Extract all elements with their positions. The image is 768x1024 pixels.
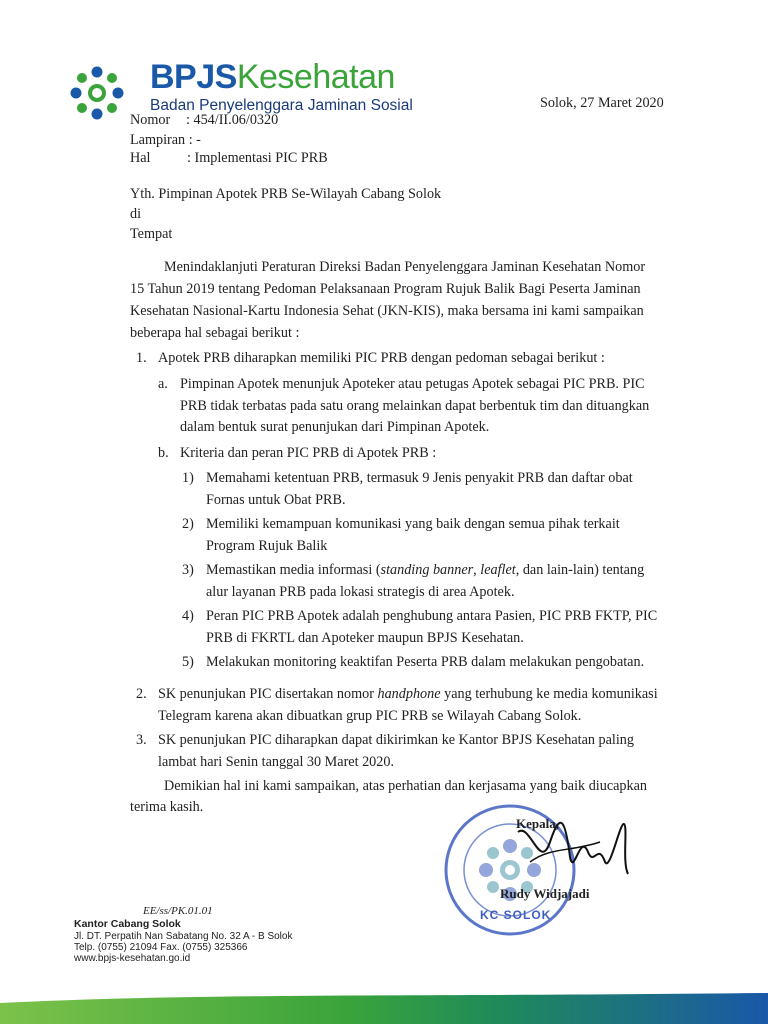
hal-label: Hal — [130, 150, 151, 166]
b-label: b. — [158, 445, 169, 461]
criteria-line: Peran PIC PRB Apotek adalah penghubung antara Pasien, PIC PRB FKTP, PIC — [206, 608, 658, 624]
criteria-list — [182, 467, 668, 673]
brand-kesehatan: Kesehatan — [236, 58, 395, 96]
brand-name — [150, 58, 395, 97]
recipient-line3: Tempat — [130, 226, 173, 242]
criteria-line: Program Rujuk Balik — [206, 538, 328, 554]
footer-band-graphic — [0, 993, 768, 1024]
date-place: Solok, 27 Maret 2020 — [540, 95, 664, 111]
c3-italic2: leaflet — [480, 562, 516, 578]
a-line1: Pimpinan Apotek menunjuk Apoteker atau petugas Apotek sebagai PIC PRB. PIC — [180, 376, 645, 392]
list-item-3 — [136, 729, 668, 773]
footer-phone: Telp. (0755) 21094 Fax. (0755) 325366 — [74, 942, 248, 953]
intro-line3: Kesehatan Nasional-Kartu Indonesia Sehat (JKN-KIS), maka bersama ini kami sampaikan — [130, 303, 644, 319]
item3-line1: SK penunjukan PIC diharapkan dapat dikirimkan ke Kantor BPJS Kesehatan paling — [158, 732, 634, 748]
list-item-2 — [136, 683, 668, 727]
item3-line2: lambat hari Senin tanggal 30 Maret 2020. — [158, 754, 395, 770]
criteria-item — [182, 559, 668, 603]
c3-pre: Memastikan media informasi ( — [206, 562, 381, 578]
footer-band — [0, 993, 768, 1024]
hal-value: : Implementasi PIC PRB — [187, 150, 328, 166]
criteria-line: PRB di FKRTL dan Apoteker maupun BPJS Kesehatan. — [206, 630, 524, 646]
item2-line1 — [158, 683, 668, 705]
intro-line2: 15 Tahun 2019 tentang Pedoman Pelaksanaan Program Rujuk Balik Bagi Peserta Jaminan — [130, 281, 641, 297]
a-line2: PRB tidak terbatas pada satu orang melainkan dapat berbentuk tim dan dituangkan — [180, 397, 650, 414]
item1-number: 1. — [136, 350, 147, 366]
item2-pre: SK penunjukan PIC disertakan nomor — [158, 686, 378, 702]
criteria-number: 2) — [182, 516, 194, 532]
footer-ref: EE/ss/PK.01.01 — [143, 905, 213, 917]
footer-address: Jl. DT. Perpatih Nan Sabatang No. 32 A - B Solok — [74, 931, 293, 942]
criteria-line: alur layanan PRB pada lokasi strategis di area Apotek. — [206, 584, 515, 600]
criteria-item — [182, 651, 668, 673]
footer-web: www.bpjs-kesehatan.go.id — [74, 953, 191, 964]
criteria-item — [182, 513, 668, 557]
item3-number: 3. — [136, 732, 147, 748]
stamp-text: KC SOLOK — [480, 908, 552, 922]
meta-hal — [130, 148, 430, 168]
nomor-label: Nomor — [130, 112, 171, 128]
criteria-line: Melakukan monitoring keaktifan Peserta PRB dalam melakukan pengobatan. — [206, 654, 645, 670]
a-line3: dalam bentuk surat penunjukan dari Pimpinan Apotek. — [180, 419, 490, 435]
brand-subtitle: Badan Penyelenggara Jaminan Sosial — [150, 97, 413, 114]
criteria-line: Memiliki kemampuan komunikasi yang baik dengan semua pihak terkait — [206, 516, 620, 532]
sub-item-b — [158, 443, 668, 463]
meta-nomor — [130, 110, 279, 130]
bpjs-logo-icon — [68, 64, 126, 122]
item1-text: Apotek PRB diharapkan memiliki PIC PRB dengan pedoman sebagai berikut : — [158, 350, 605, 366]
signature-title: Kepala, — [516, 816, 559, 831]
intro-paragraph — [130, 256, 666, 344]
meta-lampiran: Lampiran : - — [130, 132, 201, 148]
intro-line4: beberapa hal sebagai berikut : — [130, 325, 300, 341]
item2-number: 2. — [136, 686, 147, 702]
brand-bpjs: BPJS — [150, 58, 237, 96]
item2-post: yang terhubung ke media komunikasi — [440, 686, 658, 702]
c3-mid: , — [473, 562, 481, 578]
footer-office: Kantor Cabang Solok — [74, 918, 181, 930]
nomor-value: : 454/II.06/0320 — [186, 112, 279, 128]
criteria-number: 5) — [182, 654, 194, 670]
closing-line2: terima kasih. — [130, 799, 204, 815]
sub-item-a — [158, 374, 668, 439]
criteria-item — [182, 605, 668, 649]
c3-italic1: standing banner — [380, 562, 474, 578]
criteria-line — [206, 559, 668, 581]
bpjs-logo — [68, 64, 126, 122]
criteria-line: Memahami ketentuan PRB, termasuk 9 Jenis penyakit PRB dan daftar obat — [206, 470, 633, 486]
list-item-1 — [136, 348, 666, 368]
criteria-number: 4) — [182, 608, 194, 624]
c3-post: , dan lain-lain) tentang — [515, 562, 645, 578]
signatory-name: Rudy Widjajadi — [500, 886, 590, 901]
recipient-line2: di — [130, 206, 142, 222]
criteria-number: 1) — [182, 470, 194, 486]
criteria-item — [182, 467, 668, 511]
criteria-line: Fornas untuk Obat PRB. — [206, 492, 346, 508]
item2-line2: Telegram karena akan dibuatkan grup PIC PRB se Wilayah Cabang Solok. — [158, 708, 582, 724]
criteria-number: 3) — [182, 562, 194, 578]
footer-info — [74, 918, 292, 964]
recipient-line1: Yth. Pimpinan Apotek PRB Se-Wilayah Cabang Solok — [130, 186, 442, 202]
b-text: Kriteria dan peran PIC PRB di Apotek PRB : — [180, 445, 437, 461]
recipient — [130, 184, 441, 244]
closing-line1: Demikian hal ini kami sampaikan, atas perhatian dan kerjasama yang baik diucapkan — [164, 778, 647, 794]
item2-italic: handphone — [377, 686, 441, 702]
a-label: a. — [158, 376, 168, 392]
intro-line1: Menindaklanjuti Peraturan Direksi Badan Penyelenggara Jaminan Kesehatan Nomor — [164, 259, 646, 275]
